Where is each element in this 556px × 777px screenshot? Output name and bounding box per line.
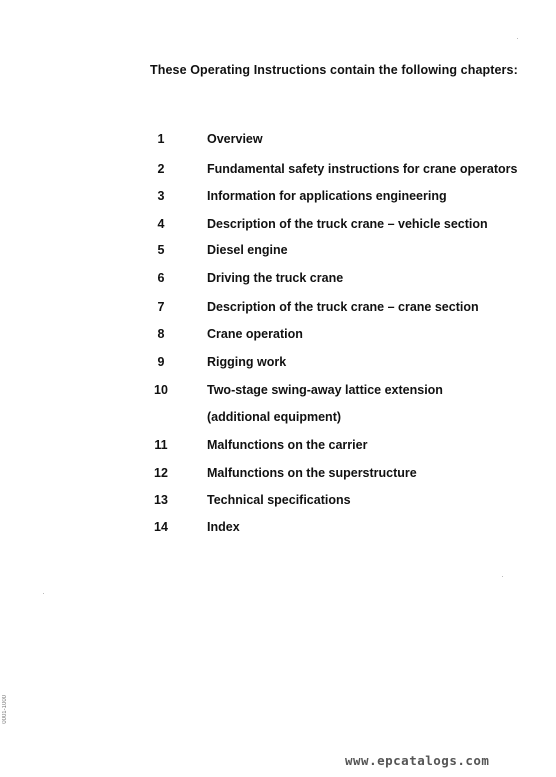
- chapter-title: Crane operation: [207, 327, 303, 341]
- scan-speck: [43, 593, 44, 594]
- chapter-title: Malfunctions on the carrier: [207, 438, 368, 452]
- chapter-number: 9: [157, 355, 165, 369]
- scan-speck: [502, 576, 503, 577]
- chapter-title: (additional equipment): [207, 410, 342, 424]
- chapter-title: Overview: [207, 132, 263, 146]
- chapter-number: 8: [157, 327, 165, 341]
- chapter-number: 14: [154, 520, 168, 534]
- chapter-title: Two-stage swing-away lattice extension: [207, 383, 443, 397]
- scan-speck: [517, 38, 518, 39]
- chapter-number: 6: [157, 271, 165, 285]
- intro-heading: These Operating Instructions contain the following chapters:: [150, 63, 518, 77]
- chapter-number: 11: [154, 438, 168, 452]
- chapter-number: 2: [157, 162, 165, 176]
- chapter-title: Description of the truck crane – vehicle section: [207, 217, 488, 231]
- chapter-number: 12: [154, 466, 168, 480]
- chapter-number: 4: [157, 217, 165, 231]
- chapter-title: Description of the truck crane – crane section: [207, 300, 479, 314]
- chapter-title: Rigging work: [207, 355, 287, 369]
- chapter-title: Index: [207, 520, 240, 534]
- chapter-title: Diesel engine: [207, 243, 288, 257]
- chapter-number: 3: [157, 189, 165, 203]
- watermark: www.epcatalogs.com: [345, 753, 490, 768]
- chapter-number: 7: [157, 300, 165, 314]
- chapter-number: 13: [154, 493, 168, 507]
- chapter-number: 5: [157, 243, 165, 257]
- chapter-title: Driving the truck crane: [207, 271, 344, 285]
- chapter-title: Information for applications engineering: [207, 189, 447, 203]
- chapter-title: Technical specifications: [207, 493, 351, 507]
- chapter-title: Fundamental safety instructions for crane operators: [207, 162, 518, 176]
- margin-document-code: 0001-1000: [2, 695, 8, 724]
- chapter-title: Malfunctions on the superstructure: [207, 466, 417, 480]
- chapter-number: 10: [154, 383, 168, 397]
- chapter-number: 1: [157, 132, 165, 146]
